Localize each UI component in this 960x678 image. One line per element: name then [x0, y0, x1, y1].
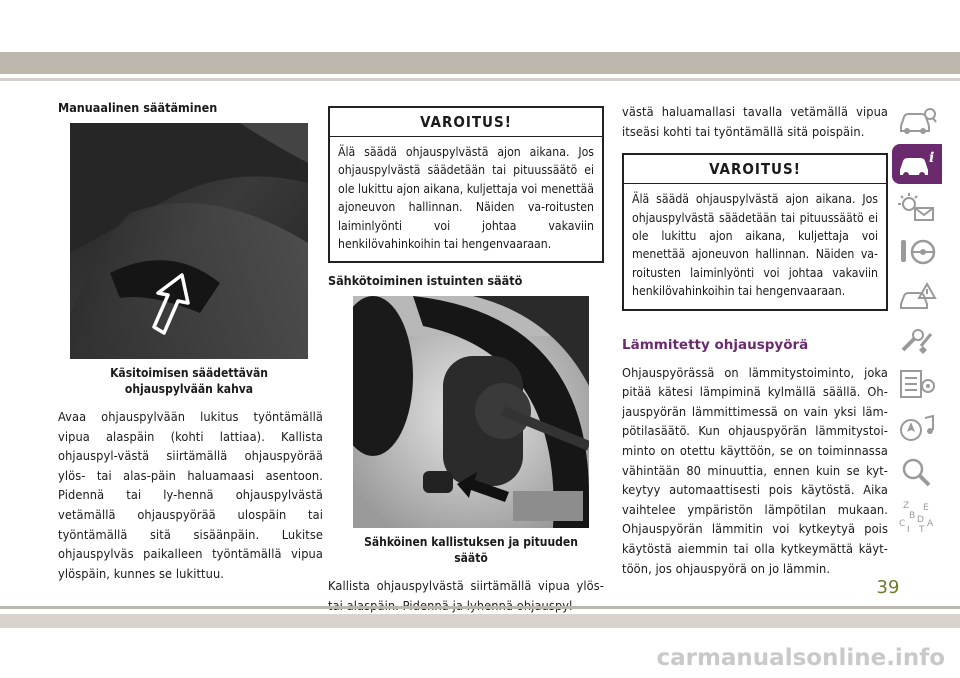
service-tools-icon[interactable] — [892, 320, 942, 360]
car-info-icon[interactable] — [892, 144, 942, 184]
warning-text: Älä säädä ohjauspylvästä ajon aikana. Jos ohjauspylvästä säädetään tai pituussäätö ei ole lukittu ajon aikana, kuljettaja voi menettää ajoneuvon hallinnan. Näiden va-roitusten laiminlyönti voi johtaa vakaviin henkilövahinkoihin tai hengenvaaraan. — [338, 145, 594, 252]
specifications-checklist-icon[interactable] — [892, 364, 942, 404]
tab-letter: D — [917, 515, 924, 525]
tab-letter: C — [899, 519, 906, 529]
paragraph-heated-wheel: Ohjauspyörässä on lämmitystoiminto, joka pitää kätesi lämpiminä kylmällä säällä. Oh-jauspyörän lämmittimessä on vain yksi läm-pötilasäätö. Kun ohjauspyörän lämmitystoi-minto on otettu käyttöön, se on toiminnassa vähintään 80 minuuttia, ennen kuin se kyt-keytyy automaattisesti pois käytöstä. Aika vaihtelee ympäristön lämpötilan mukaan. Ohjauspyörän lämmitin voi kytkeytyä pois käytöstä aiemmin tai olla kytkeymättä käyt-töön, jos ohjauspyörä on jo lämmin. — [622, 364, 888, 576]
column-2 — [328, 106, 604, 616]
heading-heated-wheel: Lämmitetty ohjauspyörä — [622, 336, 809, 353]
page-number: 39 — [876, 577, 900, 598]
paragraph-power-adjust: Kallista ohjauspylvästä siirtämällä vipua ylös- — [328, 578, 604, 594]
paragraph-continued: västä haluamallasi tavalla vetämällä vipua itseäsi kohti tai työntämällä sitä poispäin. — [622, 104, 888, 139]
chapter-tabs — [892, 100, 942, 540]
photo-manual-lever — [70, 123, 308, 359]
subheading-power-adjust: Sähkötoiminen istuinten säätö — [328, 273, 523, 289]
multimedia-navigation-icon[interactable] — [892, 408, 942, 448]
photo-power-column — [353, 296, 589, 528]
tab-letter: E — [923, 503, 929, 513]
top-margin — [0, 0, 960, 52]
search-index-icon[interactable] — [892, 452, 942, 492]
watermark-text: carmanualsonline.info — [656, 645, 945, 671]
warning-title: VAROITUS! — [330, 108, 602, 137]
warning-text: Älä säädä ohjauspylvästä ajon aikana. Jos ohjauspylvästä säädetään tai pituussäätö ei ole lukittu ajon aikana, kuljettaja voi menettää ajoneuvon hallinnan. Näiden va-roitusten laiminlyönti voi johtaa vakaviin henkilövahinkoihin tai hengenvaaraan. — [632, 192, 878, 299]
language-alphabet-icon[interactable] — [892, 496, 942, 536]
car-search-icon[interactable] — [892, 100, 942, 140]
tab-letter: B — [909, 511, 916, 521]
header-band — [0, 52, 960, 74]
warning-title: VAROITUS! — [624, 155, 886, 184]
warning-box-1 — [328, 106, 604, 263]
column-3 — [622, 102, 888, 578]
tab-letter: T — [919, 525, 925, 533]
caption-manual-lever: Käsitoimisen säädettävän ohjauspylvään kahva — [110, 366, 268, 396]
paragraph-manual-adjust: Avaa ohjauspylvään lukitus työntämällä vipua alaspäin (kohti lattiaa). Kallista ohjauspyl-västä siirtämällä ohjauspyörää ylös- tai alas-päin haluamaasi asentoon. Pidennä tai ly-hennä ohjauspylvästä vetämällä ohjauspyörää ulospäin tai työntämällä sitä sisäänpäin. Lukitse ohjauspylväs paikalleen työntämällä vipua ylöspäin, kunnes se lukittuu. — [58, 409, 323, 581]
tab-letter: Z — [903, 501, 910, 511]
footer-rule — [0, 606, 960, 609]
warning-lights-message-icon[interactable] — [892, 188, 942, 228]
tab-letter: I — [907, 525, 910, 533]
subheading-manual-adjust: Manuaalinen säätäminen — [58, 100, 218, 115]
footer-band — [0, 614, 960, 628]
svg-text:i: i — [929, 150, 935, 166]
column-1 — [58, 100, 323, 583]
tab-letter: A — [927, 519, 934, 529]
header-rule — [0, 78, 960, 81]
steering-key-icon[interactable] — [892, 232, 942, 272]
warning-box-2 — [622, 153, 888, 310]
caption-power-column: Sähköinen kallistuksen ja pituuden säätö — [364, 535, 578, 566]
car-breakdown-icon[interactable] — [892, 276, 942, 316]
